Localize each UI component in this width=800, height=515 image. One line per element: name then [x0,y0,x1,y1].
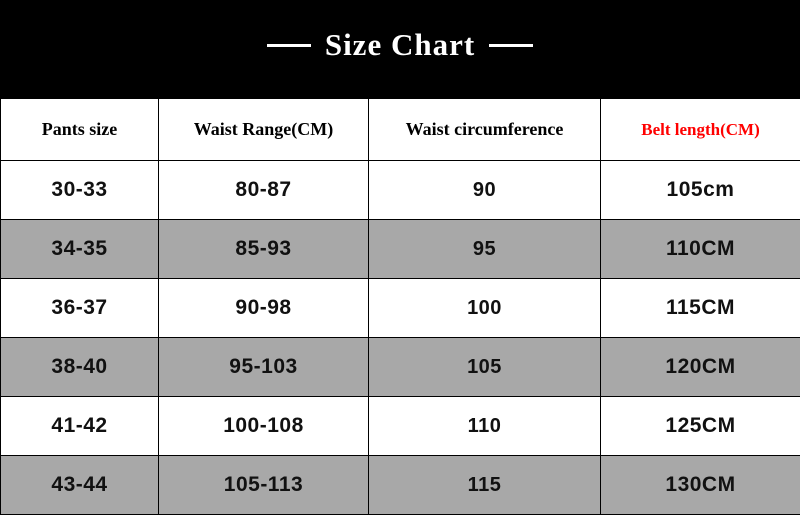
cell-belt-length: 115CM [601,279,800,338]
cell-waist-circumference: 110 [369,397,601,456]
table-row [1,279,800,338]
column-header-waist-range: Waist Range(CM) [159,99,369,161]
page-title: Size Chart [325,27,475,63]
cell-waist-range: 95-103 [159,338,369,397]
cell-waist-circumference: 100 [369,279,601,338]
column-header-waist-circumference: Waist circumference [369,99,601,161]
cell-waist-circumference: 105 [369,338,601,397]
cell-belt-length: 130CM [601,456,800,515]
table-row [1,338,800,397]
cell-pants-size: 43-44 [1,456,159,515]
cell-waist-range: 105-113 [159,456,369,515]
table-body [1,161,800,515]
cell-pants-size: 41-42 [1,397,159,456]
cell-pants-size: 30-33 [1,161,159,220]
chart-header [0,0,800,98]
column-header-pants-size: Pants size [1,99,159,161]
cell-belt-length: 125CM [601,397,800,456]
table-header-row [1,99,800,161]
cell-waist-range: 85-93 [159,220,369,279]
title-group [267,27,533,63]
cell-waist-range: 100-108 [159,397,369,456]
table-header [1,99,800,161]
cell-waist-circumference: 95 [369,220,601,279]
dash-right-icon [489,44,533,47]
cell-pants-size: 34-35 [1,220,159,279]
cell-waist-circumference: 115 [369,456,601,515]
cell-waist-range: 90-98 [159,279,369,338]
cell-belt-length: 110CM [601,220,800,279]
table-row [1,220,800,279]
table-row [1,397,800,456]
cell-pants-size: 38-40 [1,338,159,397]
column-header-belt-length: Belt length(CM) [601,99,800,161]
cell-belt-length: 120CM [601,338,800,397]
cell-belt-length: 105cm [601,161,800,220]
table-row [1,456,800,515]
size-chart-table [0,98,800,515]
cell-waist-range: 80-87 [159,161,369,220]
dash-left-icon [267,44,311,47]
cell-waist-circumference: 90 [369,161,601,220]
cell-pants-size: 36-37 [1,279,159,338]
table-row [1,161,800,220]
